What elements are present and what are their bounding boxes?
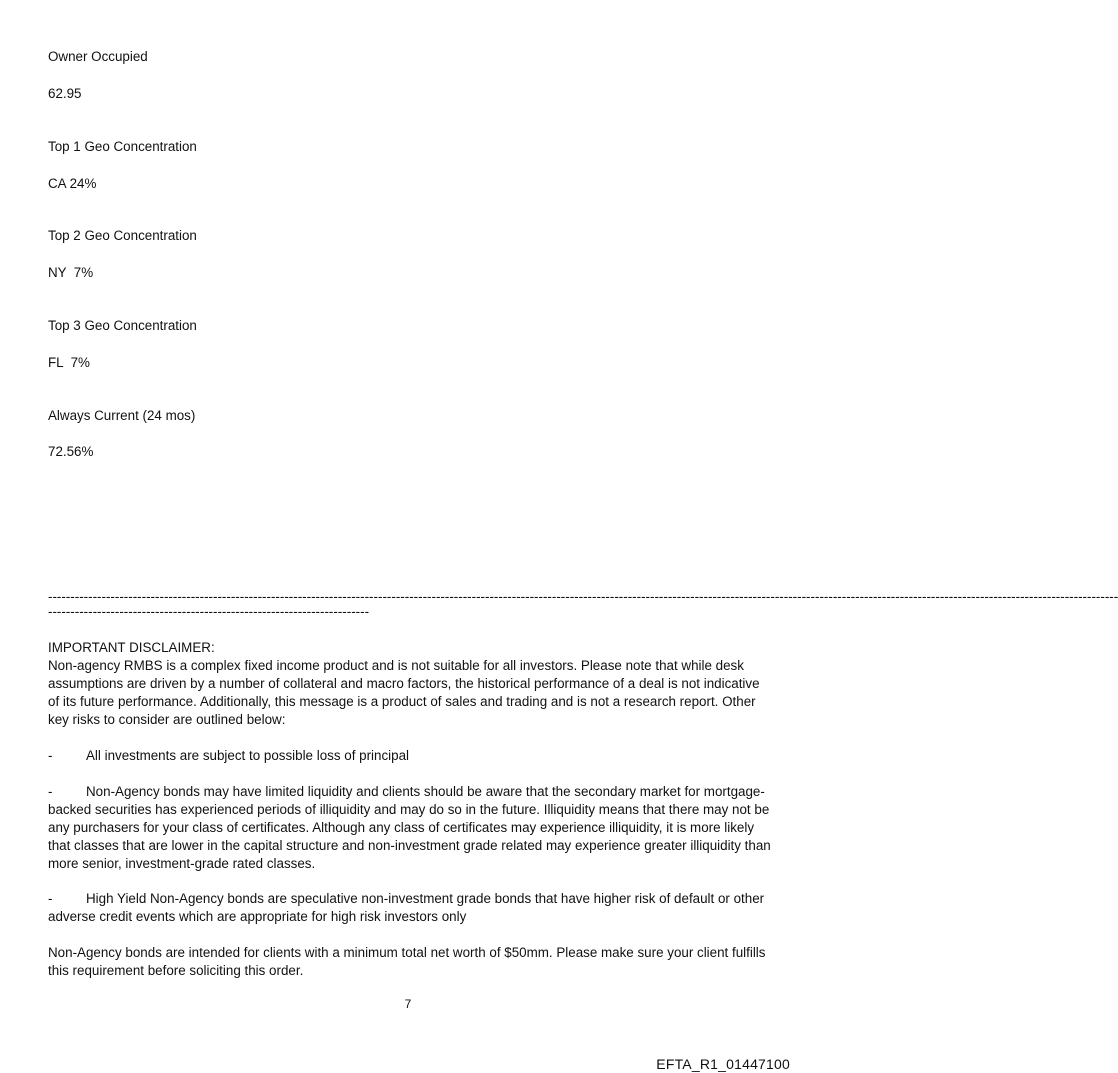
page-number: 7: [404, 997, 412, 1011]
metric-label-top2-geo: Top 2 Geo Concentration: [48, 228, 197, 243]
disclaimer-bullet: [48, 783, 773, 873]
metric-value-owner-occupied: 62.95: [48, 86, 82, 101]
metric-value-always-current: 72.56%: [48, 444, 94, 459]
metric-label-top1-geo: Top 1 Geo Concentration: [48, 139, 197, 154]
document-id: EFTA_R1_01447100: [656, 1056, 790, 1072]
disclaimer-intro-text: Non-agency RMBS is a complex fixed income product and is not suitable for all investors. Please note that while desk assumptions are driven by a number of collateral and macro factors, the historical performance of a deal is not indicative of its future performance. Additionally, this message is a product of sales and trading and is not a research report. Other key risks to consider are outlined below:: [48, 658, 760, 727]
metric-value-top3-geo: FL 7%: [48, 355, 90, 370]
separator-line: ------------------------------------------------------------------------------------------------------------------------------------------------------------------------------------------------------------------------------------------------: [48, 589, 1118, 604]
metric-value-top2-geo: NY 7%: [48, 265, 94, 280]
metric-value-top1-geo: CA 24%: [48, 176, 97, 191]
metric-label-owner-occupied: Owner Occupied: [48, 49, 148, 64]
disclaimer-bullet-text: High Yield Non-Agency bonds are speculative non-investment grade bonds that have higher risk of default or other adverse credit events which are appropriate for high risk investors only: [48, 891, 765, 924]
disclaimer-bullet-text: Non-Agency bonds may have limited liquidity and clients should be aware that the secondary market for mortgage-backed securities has experienced periods of illiquidity and may do so in the future. Illiquidity means that there may not be any purchasers for your class of certificates. Although any class of certificates may experience illiquidity, it is more likely that classes that are lower in the capital structure and non-investment grade related may experience greater illiquidity than more senior, investment-grade rated classes.: [48, 784, 771, 871]
disclaimer-bullet: [48, 747, 773, 765]
bullet-dash: -: [48, 784, 53, 799]
bullet-dash: -: [48, 748, 53, 763]
disclaimer-heading: IMPORTANT DISCLAIMER:: [48, 640, 215, 655]
disclaimer-bullet-text: All investments are subject to possible loss of principal: [86, 748, 410, 763]
metric-label-top3-geo: Top 3 Geo Concentration: [48, 318, 197, 333]
disclaimer-closing-text: Non-Agency bonds are intended for clients with a minimum total net worth of $50mm. Please make sure your client fulfills this requirement before soliciting this order.: [48, 945, 766, 978]
metric-label-always-current: Always Current (24 mos): [48, 408, 196, 423]
disclaimer-intro: [48, 657, 773, 729]
bullet-dash: -: [48, 891, 53, 906]
disclaimer-bullet: [48, 890, 773, 926]
separator-line-continuation: ------------------------------------------------------------------------: [48, 604, 370, 619]
disclaimer-closing: [48, 944, 773, 980]
